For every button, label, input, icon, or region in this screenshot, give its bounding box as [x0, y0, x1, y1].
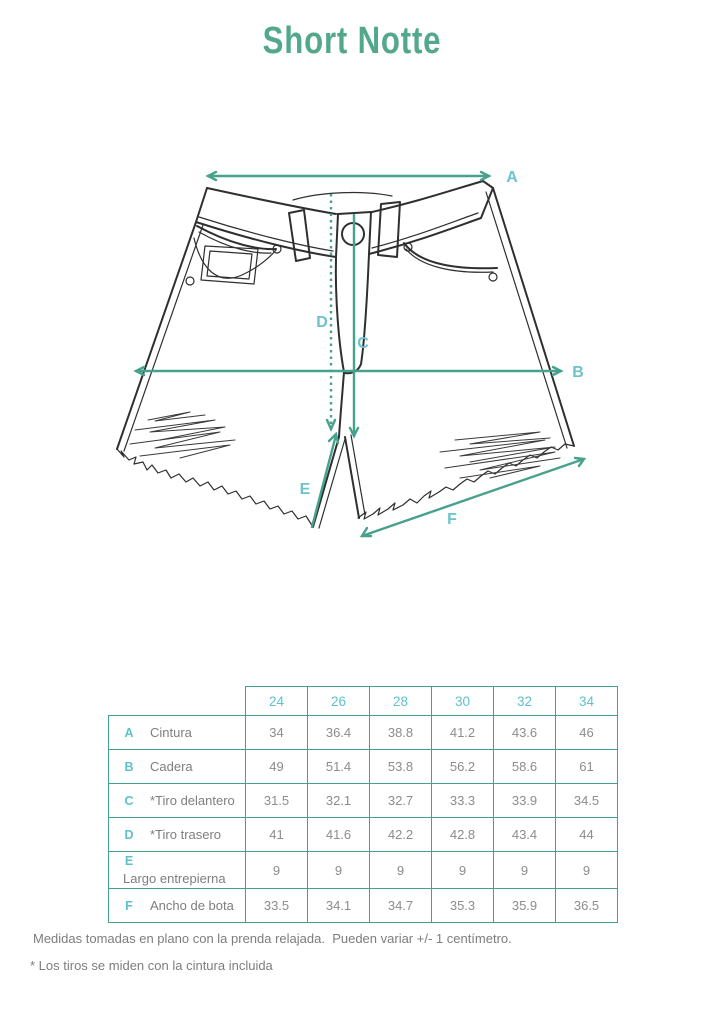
measure-label-cell	[109, 889, 246, 923]
measure-value-cell: 41	[246, 818, 308, 852]
measure-line-a	[208, 172, 489, 180]
measure-value-cell: 36.5	[556, 889, 618, 923]
measure-line-c	[350, 215, 358, 436]
table-row	[109, 750, 618, 784]
measure-value-cell: 46	[556, 716, 618, 750]
measurement-note: Medidas tomadas en plano con la prenda relajada. Pueden variar +/- 1 centímetro.	[33, 931, 512, 946]
measure-label-a: A	[506, 169, 518, 186]
row-letter: F	[125, 898, 133, 913]
row-name: *Tiro delantero	[150, 792, 235, 808]
measure-label-f: F	[447, 511, 457, 528]
measure-value-cell: 34	[246, 716, 308, 750]
measure-label-cell	[109, 750, 246, 784]
distress-marks-left	[130, 412, 235, 458]
measure-value-cell: 58.6	[494, 750, 556, 784]
measure-line-d	[327, 194, 335, 429]
size-table	[108, 686, 618, 923]
measure-value-cell: 61	[556, 750, 618, 784]
row-letter: D	[124, 827, 134, 842]
measure-value-cell: 42.8	[432, 818, 494, 852]
table-corner-cell	[109, 687, 246, 716]
row-letter: C	[124, 793, 134, 808]
measure-value-cell: 33.3	[432, 784, 494, 818]
size-header: 24	[246, 687, 308, 716]
row-name: Cadera	[150, 758, 193, 774]
table-row	[109, 716, 618, 750]
row-letter: B	[124, 759, 134, 774]
row-name: Largo entrepierna	[123, 871, 226, 886]
shorts-outline	[117, 181, 574, 528]
page-title: Short Notte	[262, 20, 441, 62]
measure-value-cell: 34.7	[370, 889, 432, 923]
row-name: *Tiro trasero	[150, 826, 222, 842]
measure-value-cell: 42.2	[370, 818, 432, 852]
measure-label-cell	[109, 852, 246, 889]
measure-label-c: C	[357, 335, 369, 352]
size-header-row	[109, 687, 618, 716]
rivet	[489, 273, 497, 281]
measure-line-e	[312, 434, 338, 527]
row-name: Ancho de bota	[150, 897, 234, 913]
measure-value-cell: 44	[556, 818, 618, 852]
measure-label-e: E	[299, 481, 311, 498]
measure-value-cell: 53.8	[370, 750, 432, 784]
measure-line-f	[362, 458, 584, 536]
measure-value-cell: 34.5	[556, 784, 618, 818]
row-letter: A	[124, 725, 134, 740]
row-name: Cintura	[150, 724, 192, 740]
measure-value-cell: 51.4	[308, 750, 370, 784]
table-row	[109, 852, 618, 889]
measure-label-b: B	[572, 364, 584, 381]
measure-label-cell	[109, 784, 246, 818]
measure-value-cell: 43.4	[494, 818, 556, 852]
measure-value-cell: 9	[246, 852, 308, 889]
measure-value-cell: 32.1	[308, 784, 370, 818]
measure-value-cell: 31.5	[246, 784, 308, 818]
measure-value-cell: 38.8	[370, 716, 432, 750]
measure-value-cell: 41.6	[308, 818, 370, 852]
distress-marks-right	[440, 432, 560, 478]
size-header: 32	[494, 687, 556, 716]
size-header: 30	[432, 687, 494, 716]
belt-loop-left	[289, 210, 310, 261]
measure-value-cell: 9	[432, 852, 494, 889]
measure-label-cell	[109, 818, 246, 852]
measure-value-cell: 41.2	[432, 716, 494, 750]
size-header: 26	[308, 687, 370, 716]
measure-label-d: D	[316, 314, 328, 331]
measure-value-cell: 9	[494, 852, 556, 889]
measure-value-cell: 9	[308, 852, 370, 889]
measure-value-cell: 35.3	[432, 889, 494, 923]
table-row	[109, 784, 618, 818]
measure-value-cell: 33.5	[246, 889, 308, 923]
frayed-hem-left	[117, 449, 313, 527]
measure-value-cell: 36.4	[308, 716, 370, 750]
size-header: 34	[556, 687, 618, 716]
shorts-diagram	[90, 140, 620, 570]
rivet	[186, 277, 194, 285]
measure-value-cell: 33.9	[494, 784, 556, 818]
measure-label-cell	[109, 716, 246, 750]
measure-value-cell: 56.2	[432, 750, 494, 784]
measure-value-cell: 34.1	[308, 889, 370, 923]
measure-value-cell: 35.9	[494, 889, 556, 923]
measure-value-cell: 9	[556, 852, 618, 889]
row-letter: E	[124, 854, 134, 868]
size-header: 28	[370, 687, 432, 716]
measure-value-cell: 9	[370, 852, 432, 889]
table-row	[109, 818, 618, 852]
measure-value-cell: 49	[246, 750, 308, 784]
measure-value-cell: 43.6	[494, 716, 556, 750]
table-row	[109, 889, 618, 923]
rise-footnote: * Los tiros se miden con la cintura incluida	[30, 958, 273, 973]
measure-value-cell: 32.7	[370, 784, 432, 818]
